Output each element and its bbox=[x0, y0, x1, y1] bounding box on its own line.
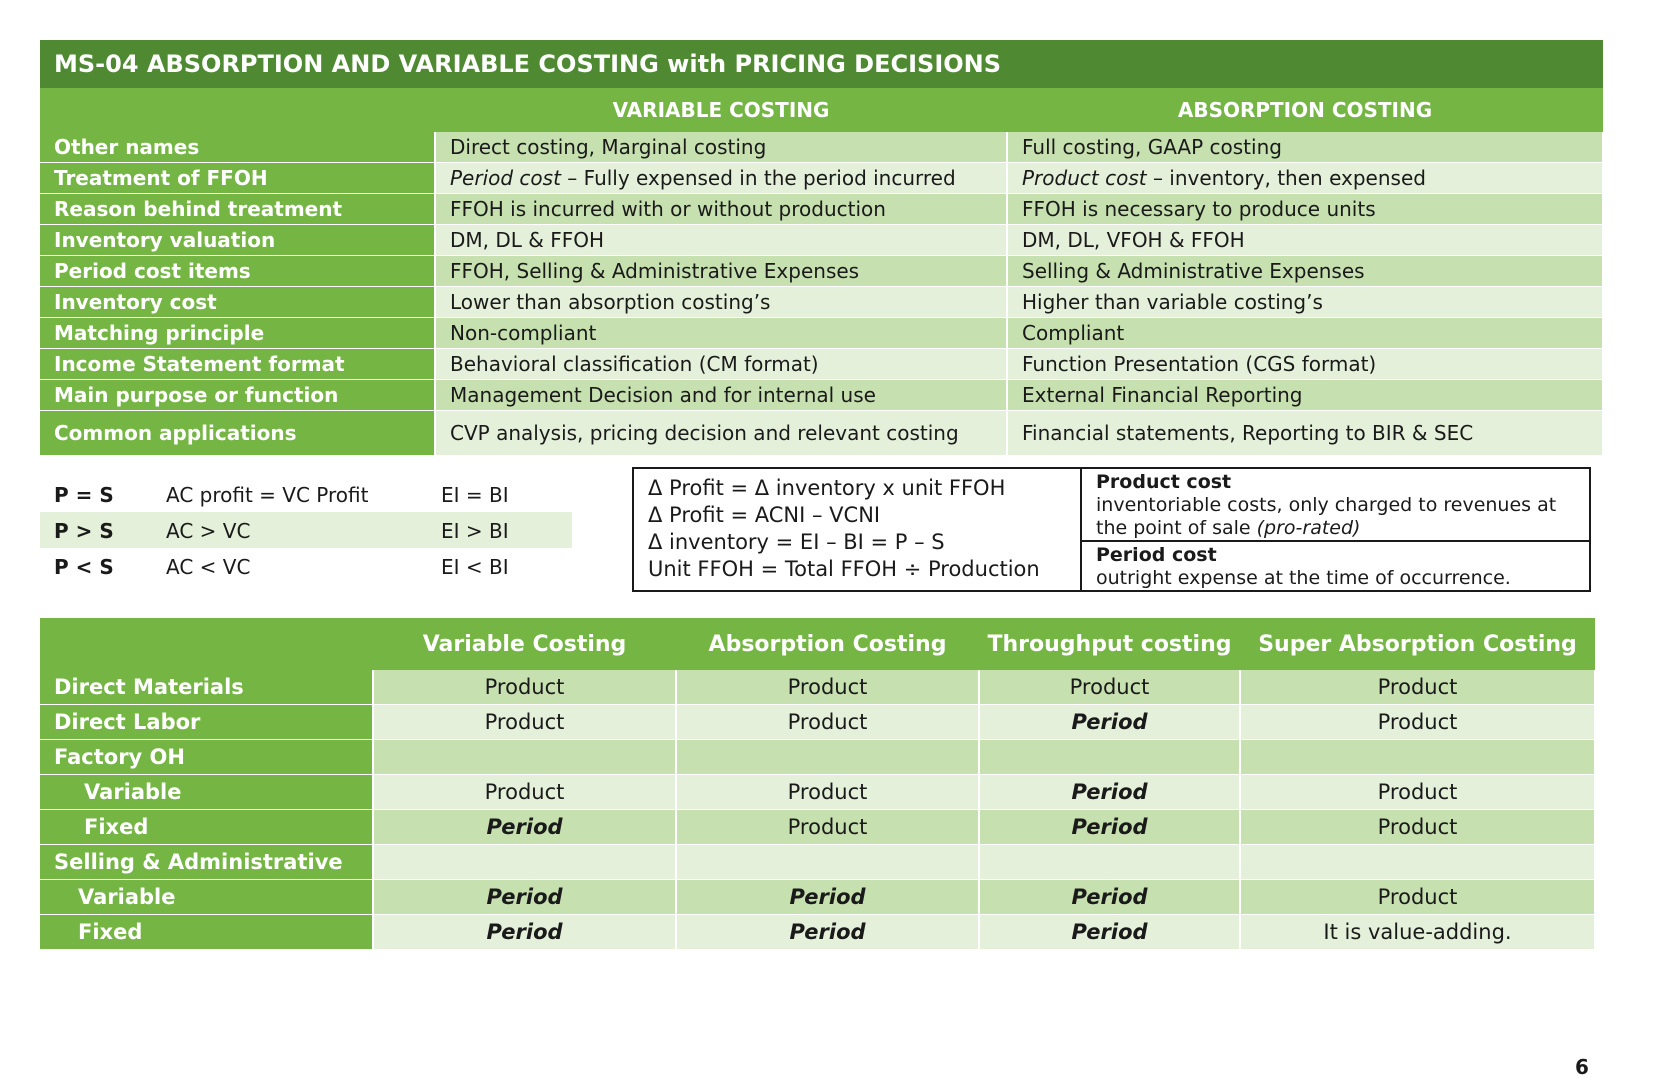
variable-text: – Fully expensed in the period incurred bbox=[560, 166, 956, 190]
absorption-cell: Higher than variable costing’s bbox=[1007, 287, 1603, 318]
formula-line: Δ Profit = Δ inventory x unit FFOH bbox=[648, 476, 1006, 500]
treatment-cell: Period bbox=[979, 810, 1240, 845]
table-row bbox=[40, 256, 1603, 287]
product-cost-definition bbox=[1082, 469, 1589, 542]
treatment-cell bbox=[373, 740, 676, 775]
row-label: Inventory cost bbox=[40, 287, 435, 318]
variable-cell bbox=[435, 163, 1007, 194]
treatment-header-variable: Variable Costing bbox=[373, 618, 676, 670]
comparison-header-variable: VARIABLE COSTING bbox=[435, 88, 1007, 132]
treatment-cell bbox=[1240, 740, 1595, 775]
production-sales-relations bbox=[40, 476, 572, 584]
treatment-cell bbox=[676, 845, 979, 880]
product-cost-title: Product cost bbox=[1096, 471, 1232, 493]
table-row bbox=[40, 845, 1595, 880]
treatment-cell: Product bbox=[1240, 705, 1595, 740]
ps-row bbox=[40, 548, 572, 584]
absorption-cell: Financial statements, Reporting to BIR & SEC bbox=[1007, 411, 1603, 456]
treatment-cell: Product bbox=[676, 775, 979, 810]
formula-line: Unit FFOH = Total FFOH ÷ Production bbox=[648, 557, 1040, 581]
formula-box bbox=[632, 467, 1591, 592]
row-label: Income Statement format bbox=[40, 349, 435, 380]
treatment-cell: Product bbox=[373, 670, 676, 705]
table-row bbox=[40, 318, 1603, 349]
period-cost-definition bbox=[1082, 542, 1589, 590]
ps-profit: AC < VC bbox=[166, 555, 251, 579]
row-label: Factory OH bbox=[40, 740, 373, 775]
table-row bbox=[40, 775, 1595, 810]
ps-profit: AC profit = VC Profit bbox=[166, 483, 369, 507]
row-label: Matching principle bbox=[40, 318, 435, 349]
row-label: Variable bbox=[40, 880, 373, 915]
treatment-cell: It is value-adding. bbox=[1240, 915, 1595, 950]
formula-line: Δ Profit = ACNI – VCNI bbox=[648, 503, 881, 527]
variable-cell: Direct costing, Marginal costing bbox=[435, 132, 1007, 163]
formula-list bbox=[634, 469, 1082, 590]
comparison-header-blank bbox=[40, 88, 435, 132]
row-label: Treatment of FFOH bbox=[40, 163, 435, 194]
page-number: 6 bbox=[1575, 1055, 1589, 1079]
absorption-cell: Function Presentation (CGS format) bbox=[1007, 349, 1603, 380]
variable-cell: DM, DL & FFOH bbox=[435, 225, 1007, 256]
period-cost-text: outright expense at the time of occurrence. bbox=[1096, 567, 1511, 589]
treatment-cell: Product bbox=[676, 670, 979, 705]
variable-cell: FFOH, Selling & Administrative Expenses bbox=[435, 256, 1007, 287]
treatment-cell bbox=[1240, 845, 1595, 880]
absorption-cell bbox=[1007, 163, 1603, 194]
period-cost-title: Period cost bbox=[1096, 544, 1217, 566]
row-label: Common applications bbox=[40, 411, 435, 456]
table-row bbox=[40, 810, 1595, 845]
ps-inventory: EI < BI bbox=[441, 555, 509, 579]
row-label: Main purpose or function bbox=[40, 380, 435, 411]
treatment-cell: Period bbox=[676, 915, 979, 950]
absorption-cell: DM, DL, VFOH & FFOH bbox=[1007, 225, 1603, 256]
absorption-cell: Compliant bbox=[1007, 318, 1603, 349]
table-row bbox=[40, 740, 1595, 775]
treatment-cell bbox=[676, 740, 979, 775]
absorption-cell: Full costing, GAAP costing bbox=[1007, 132, 1603, 163]
treatment-cell: Product bbox=[1240, 670, 1595, 705]
treatment-cell: Period bbox=[373, 810, 676, 845]
row-label: Selling & Administrative bbox=[40, 845, 373, 880]
variable-cell: FFOH is incurred with or without production bbox=[435, 194, 1007, 225]
treatment-header-absorption: Absorption Costing bbox=[676, 618, 979, 670]
treatment-cell: Period bbox=[979, 705, 1240, 740]
comparison-header-absorption: ABSORPTION COSTING bbox=[1007, 88, 1603, 132]
variable-cell: CVP analysis, pricing decision and relevant costing bbox=[435, 411, 1007, 456]
row-label: Reason behind treatment bbox=[40, 194, 435, 225]
table-row bbox=[40, 705, 1595, 740]
product-cost-note: (pro-rated) bbox=[1256, 517, 1361, 539]
variable-cell: Lower than absorption costing’s bbox=[435, 287, 1007, 318]
ps-inventory: EI > BI bbox=[441, 519, 509, 543]
treatment-header-super-absorption: Super Absorption Costing bbox=[1240, 618, 1595, 670]
comparison-header-row bbox=[40, 88, 1603, 132]
ps-inventory: EI = BI bbox=[441, 483, 509, 507]
treatment-cell bbox=[979, 845, 1240, 880]
table-row bbox=[40, 287, 1603, 318]
comparison-table bbox=[40, 88, 1603, 456]
product-cost-text: inventoriable costs, only charged to revenues at the point of sale bbox=[1096, 494, 1557, 539]
treatment-header-row bbox=[40, 618, 1595, 670]
treatment-cell: Product bbox=[1240, 880, 1595, 915]
row-label: Other names bbox=[40, 132, 435, 163]
ps-case: P < S bbox=[54, 555, 114, 579]
absorption-cell: FFOH is necessary to produce units bbox=[1007, 194, 1603, 225]
table-row bbox=[40, 132, 1603, 163]
page-title: MS-04 ABSORPTION AND VARIABLE COSTING with PRICING DECISIONS bbox=[40, 40, 1603, 88]
absorption-emphasis: Product cost bbox=[1022, 166, 1147, 190]
variable-cell: Non-compliant bbox=[435, 318, 1007, 349]
ps-row bbox=[40, 512, 572, 548]
ps-case: P = S bbox=[54, 483, 114, 507]
variable-emphasis: Period cost bbox=[450, 166, 561, 190]
variable-cell: Behavioral classification (CM format) bbox=[435, 349, 1007, 380]
treatment-cell: Product bbox=[1240, 775, 1595, 810]
table-row bbox=[40, 225, 1603, 256]
row-label: Fixed bbox=[40, 915, 373, 950]
treatment-cell bbox=[979, 740, 1240, 775]
row-label: Direct Materials bbox=[40, 670, 373, 705]
treatment-header-blank bbox=[40, 618, 373, 670]
row-label: Inventory valuation bbox=[40, 225, 435, 256]
ps-row bbox=[40, 476, 572, 512]
table-row bbox=[40, 670, 1595, 705]
definitions bbox=[1082, 469, 1589, 590]
table-row bbox=[40, 880, 1595, 915]
table-row bbox=[40, 349, 1603, 380]
treatment-cell: Period bbox=[373, 880, 676, 915]
variable-cell: Management Decision and for internal use bbox=[435, 380, 1007, 411]
treatment-cell: Product bbox=[373, 775, 676, 810]
ps-profit: AC > VC bbox=[166, 519, 251, 543]
formula-line: Δ inventory = EI – BI = P – S bbox=[648, 530, 945, 554]
table-row bbox=[40, 380, 1603, 411]
absorption-text: – inventory, then expensed bbox=[1146, 166, 1426, 190]
row-label: Variable bbox=[40, 775, 373, 810]
treatment-cell: Period bbox=[979, 915, 1240, 950]
absorption-cell: Selling & Administrative Expenses bbox=[1007, 256, 1603, 287]
row-label: Fixed bbox=[40, 810, 373, 845]
treatment-cell: Period bbox=[979, 880, 1240, 915]
treatment-cell: Product bbox=[373, 705, 676, 740]
ps-case: P > S bbox=[54, 519, 114, 543]
treatment-cell: Period bbox=[979, 775, 1240, 810]
row-label: Direct Labor bbox=[40, 705, 373, 740]
treatment-cell: Product bbox=[1240, 810, 1595, 845]
treatment-cell: Product bbox=[979, 670, 1240, 705]
table-row bbox=[40, 163, 1603, 194]
cost-treatment-table bbox=[40, 618, 1595, 950]
treatment-cell: Period bbox=[676, 880, 979, 915]
table-row bbox=[40, 411, 1603, 456]
treatment-cell bbox=[373, 845, 676, 880]
table-row bbox=[40, 194, 1603, 225]
treatment-cell: Product bbox=[676, 810, 979, 845]
absorption-cell: External Financial Reporting bbox=[1007, 380, 1603, 411]
treatment-cell: Period bbox=[373, 915, 676, 950]
treatment-cell: Product bbox=[676, 705, 979, 740]
table-row bbox=[40, 915, 1595, 950]
row-label: Period cost items bbox=[40, 256, 435, 287]
treatment-header-throughput: Throughput costing bbox=[979, 618, 1240, 670]
